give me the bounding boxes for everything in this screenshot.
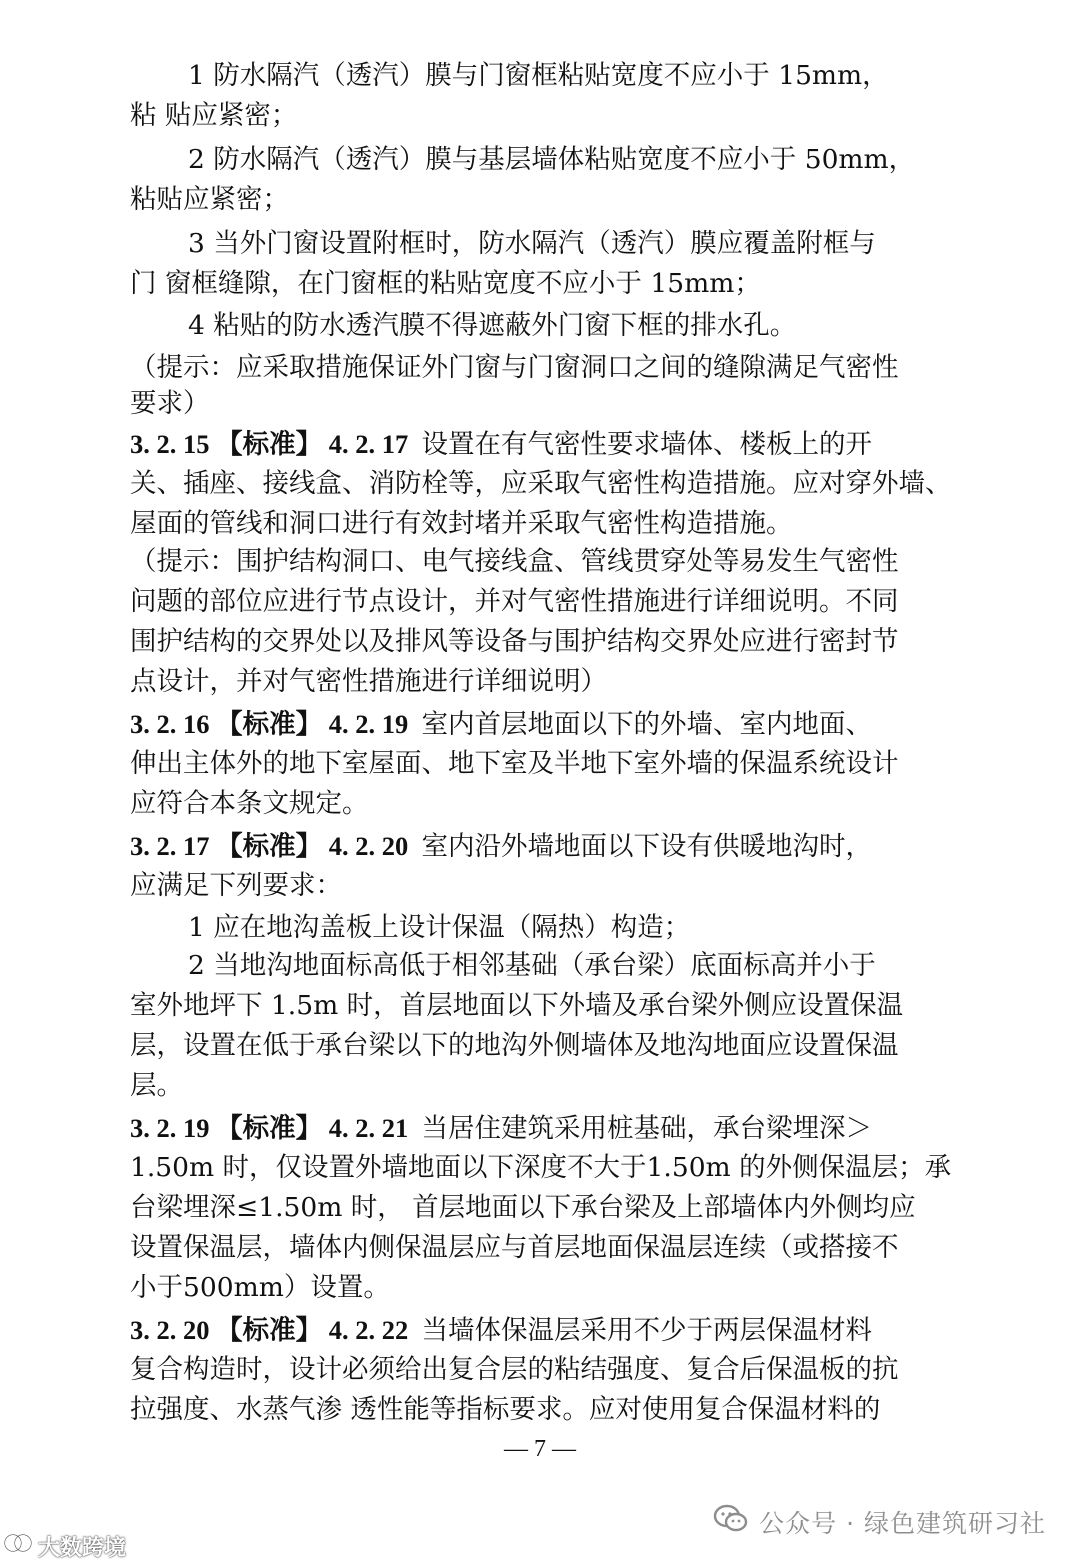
text-line [0,224,1080,264]
watermark-brand [4,1528,126,1564]
text-line [0,1026,1080,1066]
text-line [0,1350,1080,1390]
text-line [0,56,1080,96]
clause-line [0,704,1080,745]
line-text: 当居住建筑采用桩基础，承台梁埋深＞ [421,1113,872,1144]
text-line [0,140,1080,180]
line-text: 复合构造时，设计必须给出复合层的粘结强度、复合后保温板的抗 [130,1354,899,1385]
watermark-brand-text: 大数跨境 [38,1535,127,1561]
page-number: — 7 — [504,1436,576,1462]
line-text: 问题的部位应进行节点设计，并对气密性措施进行详细说明。不同 [130,586,899,617]
text-line [0,744,1080,784]
clause-number: 3. 2. 19 【标准】 4. 2. 21 [130,1113,409,1143]
line-text: 当墙体保温层采用不少于两层保温材料 [421,1315,872,1346]
text-line [0,1228,1080,1268]
wechat-icon [713,1504,749,1540]
line-text: 4 粘贴的防水透汽膜不得遮蔽外门窗下框的排水孔。 [188,310,797,341]
clause-number: 3. 2. 20 【标准】 4. 2. 22 [130,1315,409,1345]
text-line [0,946,1080,986]
text-line [0,662,1080,702]
text-line [0,1390,1080,1430]
clause-line [0,424,1080,465]
text-line [0,622,1080,662]
line-text: 台梁埋深≤1.50m 时， 首层地面以下承台梁及上部墙体内外侧均应 [130,1192,916,1223]
text-line [0,180,1080,220]
line-text: 伸出主体外的地下室屋面、地下室及半地下室外墙的保温系统设计 [130,748,899,779]
line-text: 要求） [130,388,210,419]
text-line [0,784,1080,824]
watermark-wechat [713,1500,1046,1544]
line-text: 屋面的管线和洞口进行有效封堵并采取气密性构造措施。 [130,508,793,539]
clause-line [0,1108,1080,1149]
text-line [0,1268,1080,1308]
text-line [0,464,1080,504]
line-text: 室内首层地面以下的外墙、室内地面、 [421,709,872,740]
watermark-wechat-text: 公众号 · 绿色建筑研习社 [759,1509,1046,1538]
line-text: 粘 贴应紧密； [130,100,298,131]
line-text: 2 当地沟地面标高低于相邻基础（承台梁）底面标高并小于 [188,950,876,981]
clause-line [0,1310,1080,1351]
clause-number: 3. 2. 15 【标准】 4. 2. 17 [130,429,409,459]
line-text: 拉强度、水蒸气渗 透性能等指标要求。应对使用复合保温材料的 [130,1394,881,1425]
text-line [0,542,1080,582]
text-line [0,986,1080,1026]
text-line [0,908,1080,948]
text-line [0,96,1080,136]
text-line [0,1148,1080,1188]
line-text: 粘贴应紧密； [130,184,289,215]
line-text: 设置在有气密性要求墙体、楼板上的开 [421,429,872,460]
clause-line [0,826,1080,867]
text-line [0,1188,1080,1228]
text-line [0,306,1080,346]
text-line [0,1066,1080,1106]
text-line [0,582,1080,622]
line-text: （提示：围护结构洞口、电气接线盒、管线贯穿处等易发生气密性 [130,546,899,577]
text-line [0,866,1080,906]
line-text: 2 防水隔汽（透汽）膜与基层墙体粘贴宽度不应小于 50mm， [188,144,916,175]
clause-number: 3. 2. 16 【标准】 4. 2. 19 [130,709,409,739]
line-text: 1 防水隔汽（透汽）膜与门窗框粘贴宽度不应小于 15mm， [188,60,889,91]
line-text: 1.50m 时，仅设置外墙地面以下深度不大于1.50m 的外侧保温层；承 [130,1152,952,1183]
line-text: 应符合本条文规定。 [130,788,369,819]
line-text: 1 应在地沟盖板上设计保温（隔热）构造； [188,912,691,943]
line-text: 层。 [130,1070,183,1101]
line-text: 室外地坪下 1.5m 时，首层地面以下外墙及承台梁外侧应设置保温 [130,990,904,1021]
line-text: 应满足下列要求： [130,870,342,901]
line-text: 室内沿外墙地面以下设有供暖地沟时， [421,831,872,862]
text-line [0,348,1080,388]
text-line [0,384,1080,424]
clause-number: 3. 2. 17 【标准】 4. 2. 20 [130,831,409,861]
text-line [0,264,1080,304]
line-text: 围护结构的交界处以及排风等设备与围护结构交界处应进行密封节 [130,626,899,657]
line-text: 设置保温层，墙体内侧保温层应与首层地面保温层连续（或搭接不 [130,1232,899,1263]
line-text: 点设计，并对气密性措施进行详细说明） [130,666,607,697]
text-line [0,504,1080,544]
brand-logo-icon [4,1531,34,1561]
line-text: 小于500mm）设置。 [130,1272,390,1303]
line-text: 门 窗框缝隙，在门窗框的粘贴宽度不应小于 15mm； [130,268,761,299]
line-text: 层，设置在低于承台梁以下的地沟外侧墙体及地沟地面应设置保温 [130,1030,899,1061]
line-text: 3 当外门窗设置附框时，防水隔汽（透汽）膜应覆盖附框与 [188,228,876,259]
line-text: 关、插座、接线盒、消防栓等，应采取气密性构造措施。应对穿外墙、 [130,468,952,499]
line-text: （提示：应采取措施保证外门窗与门窗洞口之间的缝隙满足气密性 [130,352,899,383]
